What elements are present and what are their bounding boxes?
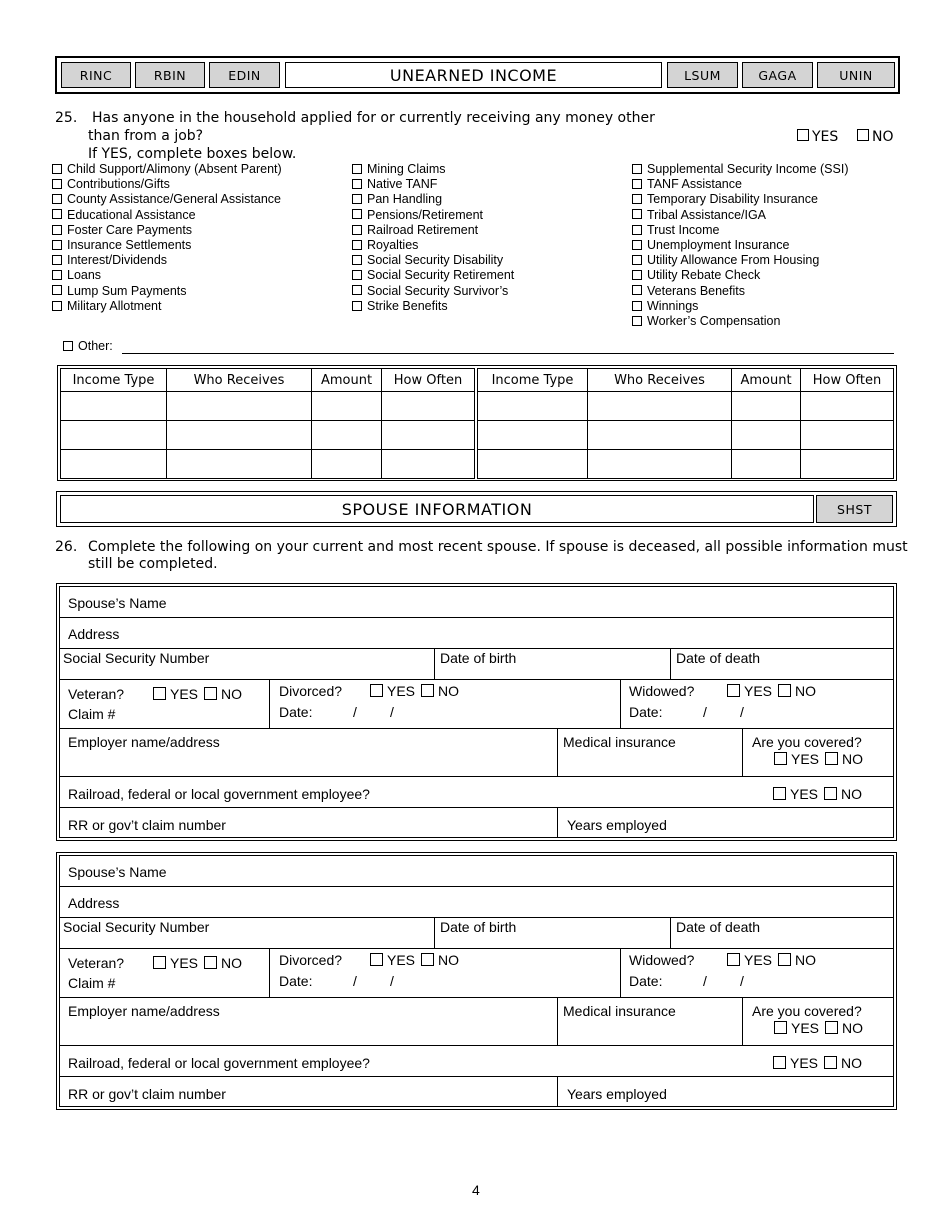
income-type-header: Income Type (61, 369, 167, 392)
amount-header: Amount (312, 369, 382, 392)
q25-line1: Has anyone in the household applied for or currently receiving any money other (92, 110, 655, 126)
income-option-label: Trust Income (647, 222, 720, 237)
divorced-date-label[interactable]: Date: (279, 704, 313, 720)
date-slash: / (390, 973, 394, 989)
covered-label: Are you covered? (752, 1003, 862, 1019)
address-label[interactable]: Address (68, 626, 120, 642)
income-option-label: Supplemental Security Income (SSI) (647, 162, 849, 176)
widowed-no-label: NO (795, 683, 817, 699)
income-cell[interactable] (382, 392, 475, 421)
income-option-label: Interest/Dividends (67, 253, 168, 268)
q25-number: 25. (55, 110, 78, 126)
income-cell[interactable] (312, 450, 382, 479)
q25-no-checkbox[interactable] (857, 129, 869, 141)
income-option-label: Tribal Assistance/IGA (647, 207, 767, 222)
railroad-yes-checkbox[interactable] (773, 787, 786, 800)
q26-line2: still be completed. (88, 556, 218, 572)
income-option[interactable] (52, 208, 196, 223)
form-col-divider (557, 997, 558, 1045)
income-option[interactable] (352, 192, 442, 207)
covered-no-label: NO (842, 751, 864, 767)
q26-number: 26. (55, 539, 78, 555)
widowed-yes-label: YES (744, 683, 773, 699)
income-table-right (477, 368, 894, 479)
income-option-label: Educational Assistance (67, 207, 196, 222)
widowed-label: Widowed? (629, 683, 695, 699)
q25-no-option[interactable] (857, 129, 894, 146)
income-cell[interactable] (801, 392, 894, 421)
covered-yes-label: YES (791, 751, 820, 767)
other-income-checkbox[interactable] (63, 341, 73, 351)
income-option-checkbox[interactable] (632, 179, 642, 189)
railroad-yes-label: YES (790, 1055, 819, 1071)
employer-label[interactable]: Employer name/address (68, 734, 220, 750)
income-option-label: TANF Assistance (647, 177, 742, 192)
form-col-divider (742, 997, 743, 1045)
covered-yes-checkbox[interactable] (774, 1021, 787, 1034)
form-row-divider (59, 728, 894, 729)
income-option-checkbox[interactable] (352, 240, 362, 250)
form-col-divider (620, 948, 621, 997)
income-option-label: Temporary Disability Insurance (647, 192, 818, 207)
amount-header: Amount (732, 369, 801, 392)
railroad-yes-no (773, 1055, 862, 1071)
how-often-header: How Often (382, 369, 475, 392)
form-col-divider (557, 1076, 558, 1107)
veteran-no-label: NO (221, 955, 243, 971)
other-income-label: Other: (78, 339, 113, 353)
income-option-checkbox[interactable] (632, 301, 642, 311)
income-option[interactable] (52, 268, 101, 283)
income-cell[interactable] (732, 392, 801, 421)
income-option-label: Winnings (647, 298, 699, 313)
veteran-no-label: NO (221, 686, 243, 702)
railroad-yes-label: YES (790, 786, 819, 802)
veteran-yes-no (153, 955, 242, 971)
divorced-yes-checkbox[interactable] (370, 684, 383, 697)
income-option-checkbox[interactable] (352, 255, 362, 265)
dod-label[interactable]: Date of death (676, 919, 761, 935)
veteran-yes-checkbox[interactable] (153, 687, 166, 700)
income-option[interactable] (52, 284, 187, 299)
covered-yes-no (774, 751, 863, 767)
railroad-yes-no (773, 786, 862, 802)
dod-label[interactable]: Date of death (676, 650, 761, 666)
divorced-yes-no (370, 683, 459, 699)
income-option-label: Insurance Settlements (67, 238, 192, 252)
divorced-label: Divorced? (279, 952, 343, 968)
income-option-checkbox[interactable] (352, 164, 362, 174)
income-option[interactable] (632, 223, 719, 238)
income-option-checkbox[interactable] (352, 194, 362, 204)
widowed-date-label[interactable]: Date: (629, 973, 663, 989)
divorced-no-checkbox[interactable] (421, 684, 434, 697)
ssn-label[interactable]: Social Security Number (63, 650, 210, 666)
divorced-no-checkbox[interactable] (421, 953, 434, 966)
widowed-no-checkbox[interactable] (778, 953, 791, 966)
who-receives-header: Who Receives (167, 369, 312, 392)
income-option-label: Utility Allowance From Housing (647, 253, 820, 268)
income-option[interactable] (352, 177, 437, 192)
medical-insurance-label[interactable]: Medical insurance (563, 734, 676, 750)
income-cell[interactable] (588, 392, 732, 421)
dob-label[interactable]: Date of birth (440, 919, 517, 935)
divorced-yes-label: YES (387, 952, 416, 968)
covered-no-checkbox[interactable] (825, 1021, 838, 1034)
income-option-label: Foster Care Payments (67, 222, 193, 237)
form-col-divider (557, 728, 558, 776)
income-option-checkbox[interactable] (352, 179, 362, 189)
tab-shst[interactable]: SHST (816, 495, 893, 523)
railroad-label: Railroad, federal or local government employee? (68, 1055, 370, 1071)
q26-line1: Complete the following on your current and most recent spouse. If spouse is deceased, all possible information must (88, 539, 908, 555)
covered-yes-label: YES (791, 1020, 820, 1036)
widowed-label: Widowed? (629, 952, 695, 968)
covered-label: Are you covered? (752, 734, 862, 750)
form-row-divider (59, 948, 894, 949)
veteran-label: Veteran? (68, 686, 125, 702)
income-cell[interactable] (732, 421, 801, 450)
other-income-line[interactable] (122, 353, 894, 354)
income-table-left (60, 368, 475, 479)
veteran-yes-label: YES (170, 686, 199, 702)
railroad-no-checkbox[interactable] (824, 1056, 837, 1069)
form-row-divider (59, 1045, 894, 1046)
income-option-checkbox[interactable] (52, 179, 62, 189)
veteran-no-checkbox[interactable] (204, 687, 217, 700)
form-col-divider (620, 679, 621, 728)
tab-gaga[interactable]: GAGA (742, 62, 813, 88)
form-row-divider (59, 648, 894, 649)
form-col-divider (269, 679, 270, 728)
income-option-checkbox[interactable] (632, 194, 642, 204)
date-slash: / (740, 973, 744, 989)
income-option-label: Strike Benefits (367, 298, 448, 313)
rr-claim-label[interactable]: RR or gov’t claim number (68, 817, 226, 833)
claim-label[interactable]: Claim # (68, 975, 116, 991)
income-option-checkbox[interactable] (632, 240, 642, 250)
income-cell[interactable] (732, 450, 801, 479)
income-option-label: Pensions/Retirement (367, 207, 484, 222)
how-often-header: How Often (801, 369, 894, 392)
income-option[interactable] (52, 253, 167, 268)
income-option[interactable] (632, 314, 780, 329)
income-type-header: Income Type (478, 369, 588, 392)
spouse-information-header (56, 491, 897, 527)
tab-unin[interactable]: UNIN (817, 62, 895, 88)
veteran-yes-no (153, 686, 242, 702)
income-option[interactable] (352, 238, 418, 253)
income-option-label: Veterans Benefits (647, 283, 745, 298)
income-option-checkbox[interactable] (632, 209, 642, 219)
income-option[interactable] (632, 299, 698, 314)
income-option-checkbox[interactable] (632, 164, 642, 174)
widowed-yes-no (727, 952, 816, 968)
income-option-label: Railroad Retirement (367, 222, 479, 237)
section-title-spouse-information: SPOUSE INFORMATION (60, 495, 814, 523)
covered-yes-no (774, 1020, 863, 1036)
income-option[interactable] (632, 192, 818, 207)
income-option-label: Contributions/Gifts (67, 177, 170, 192)
income-cell[interactable] (167, 450, 312, 479)
income-cell[interactable] (478, 421, 588, 450)
form-row-divider (59, 997, 894, 998)
date-slash: / (703, 704, 707, 720)
divorced-date-label[interactable]: Date: (279, 973, 313, 989)
income-option[interactable] (632, 162, 848, 177)
income-option[interactable] (352, 208, 483, 223)
railroad-no-checkbox[interactable] (824, 787, 837, 800)
date-slash: / (740, 704, 744, 720)
income-option-checkbox[interactable] (352, 301, 362, 311)
widowed-date-label[interactable]: Date: (629, 704, 663, 720)
rr-claim-label[interactable]: RR or gov’t claim number (68, 1086, 226, 1102)
income-option-checkbox[interactable] (52, 209, 62, 219)
income-option[interactable] (352, 284, 508, 299)
form-col-divider (742, 728, 743, 776)
covered-no-checkbox[interactable] (825, 752, 838, 765)
income-option[interactable] (52, 299, 161, 314)
claim-label[interactable]: Claim # (68, 706, 116, 722)
q25-yes-label: YES (812, 129, 839, 145)
income-cell[interactable] (588, 421, 732, 450)
veteran-label: Veteran? (68, 955, 125, 971)
income-cell[interactable] (167, 392, 312, 421)
form-row-divider (59, 917, 894, 918)
income-option-label: Social Security Retirement (367, 268, 515, 283)
income-option-checkbox[interactable] (632, 285, 642, 295)
tab-lsum[interactable]: LSUM (667, 62, 738, 88)
income-cell[interactable] (382, 450, 475, 479)
income-option-checkbox[interactable] (52, 240, 62, 250)
income-option-checkbox[interactable] (52, 270, 62, 280)
page-number: 4 (472, 1182, 480, 1198)
income-option-checkbox[interactable] (632, 255, 642, 265)
income-option-label: Worker’s Compensation (647, 314, 781, 328)
tab-rbin[interactable]: RBIN (135, 62, 205, 88)
income-cell[interactable] (588, 450, 732, 479)
widowed-yes-no (727, 683, 816, 699)
income-option-label: Child Support/Alimony (Absent Parent) (67, 162, 282, 176)
other-income-option[interactable] (63, 339, 113, 354)
income-cell[interactable] (312, 421, 382, 450)
income-option-checkbox[interactable] (632, 225, 642, 235)
spouse-name-label[interactable]: Spouse’s Name (68, 595, 167, 611)
income-option-checkbox[interactable] (52, 164, 62, 174)
date-slash: / (353, 704, 357, 720)
railroad-no-label: NO (841, 1055, 863, 1071)
divorced-no-label: NO (438, 952, 460, 968)
income-option[interactable] (352, 299, 448, 314)
section-title-unearned-income: UNEARNED INCOME (285, 62, 662, 88)
income-option-checkbox[interactable] (352, 285, 362, 295)
spouse-name-label[interactable]: Spouse’s Name (68, 864, 167, 880)
income-option[interactable] (352, 268, 514, 283)
address-label[interactable]: Address (68, 895, 120, 911)
widowed-yes-checkbox[interactable] (727, 953, 740, 966)
income-option-label: Mining Claims (367, 162, 446, 176)
railroad-no-label: NO (841, 786, 863, 802)
income-option-label: Royalties (367, 238, 419, 252)
income-option[interactable] (632, 177, 742, 192)
income-cell[interactable] (312, 392, 382, 421)
income-option[interactable] (352, 223, 478, 238)
income-option-checkbox[interactable] (52, 255, 62, 265)
divorced-yes-label: YES (387, 683, 416, 699)
income-option-label: Social Security Survivor’s (367, 283, 509, 298)
income-option-checkbox[interactable] (632, 316, 642, 326)
employer-label[interactable]: Employer name/address (68, 1003, 220, 1019)
form-col-divider (269, 948, 270, 997)
who-receives-header: Who Receives (588, 369, 732, 392)
income-cell[interactable] (382, 421, 475, 450)
tab-rinc[interactable]: RINC (61, 62, 131, 88)
income-option-label: County Assistance/General Assistance (67, 192, 282, 207)
income-option[interactable] (52, 238, 191, 253)
q25-yes-option[interactable] (797, 129, 838, 146)
date-slash: / (390, 704, 394, 720)
income-cell[interactable] (61, 392, 167, 421)
income-option-label: Utility Rebate Check (647, 268, 761, 283)
income-option-checkbox[interactable] (352, 270, 362, 280)
income-option-checkbox[interactable] (52, 225, 62, 235)
widowed-yes-label: YES (744, 952, 773, 968)
income-option-label: Unemployment Insurance (647, 238, 790, 252)
q25-line3: If YES, complete boxes below. (88, 146, 297, 162)
q25-no-label: NO (872, 129, 894, 145)
tab-edin[interactable]: EDIN (209, 62, 280, 88)
widowed-no-checkbox[interactable] (778, 684, 791, 697)
income-option-checkbox[interactable] (632, 270, 642, 280)
income-option[interactable] (632, 253, 819, 268)
unearned-income-header (55, 56, 900, 94)
income-cell[interactable] (61, 450, 167, 479)
income-cell[interactable] (167, 421, 312, 450)
years-employed-label[interactable]: Years employed (567, 1086, 667, 1102)
form-col-divider (434, 648, 435, 679)
divorced-yes-checkbox[interactable] (370, 953, 383, 966)
ssn-label[interactable]: Social Security Number (63, 919, 210, 935)
income-option[interactable] (52, 192, 281, 207)
income-option-checkbox[interactable] (352, 225, 362, 235)
income-option[interactable] (52, 177, 170, 192)
form-col-divider (670, 648, 671, 679)
veteran-no-checkbox[interactable] (204, 956, 217, 969)
income-option-checkbox[interactable] (352, 209, 362, 219)
form-col-divider (434, 917, 435, 948)
form-row-divider (59, 807, 894, 808)
income-option[interactable] (52, 162, 282, 177)
income-cell[interactable] (801, 450, 894, 479)
income-option-checkbox[interactable] (52, 285, 62, 295)
dob-label[interactable]: Date of birth (440, 650, 517, 666)
income-option[interactable] (52, 223, 192, 238)
income-option-label: Social Security Disability (367, 253, 504, 268)
income-cell[interactable] (801, 421, 894, 450)
railroad-label: Railroad, federal or local government employee? (68, 786, 370, 802)
form-row-divider (59, 679, 894, 680)
income-option[interactable] (632, 268, 760, 283)
income-option[interactable] (632, 208, 766, 223)
income-cell[interactable] (61, 421, 167, 450)
income-option-label: Native TANF (367, 177, 438, 192)
form-col-divider (557, 807, 558, 838)
income-option[interactable] (632, 284, 745, 299)
divorced-yes-no (370, 952, 459, 968)
widowed-yes-checkbox[interactable] (727, 684, 740, 697)
covered-no-label: NO (842, 1020, 864, 1036)
widowed-no-label: NO (795, 952, 817, 968)
income-option-label: Pan Handling (367, 192, 443, 207)
railroad-yes-checkbox[interactable] (773, 1056, 786, 1069)
q25-yes-checkbox[interactable] (797, 129, 809, 141)
income-option-checkbox[interactable] (52, 301, 62, 311)
medical-insurance-label[interactable]: Medical insurance (563, 1003, 676, 1019)
income-option[interactable] (632, 238, 789, 253)
income-option-checkbox[interactable] (52, 194, 62, 204)
date-slash: / (703, 973, 707, 989)
income-option-label: Military Allotment (67, 298, 162, 313)
date-slash: / (353, 973, 357, 989)
divorced-no-label: NO (438, 683, 460, 699)
years-employed-label[interactable]: Years employed (567, 817, 667, 833)
divorced-label: Divorced? (279, 683, 343, 699)
income-option[interactable] (352, 253, 503, 268)
form-row-divider (59, 886, 894, 887)
income-option-label: Lump Sum Payments (67, 283, 187, 298)
income-cell[interactable] (478, 450, 588, 479)
income-option[interactable] (352, 162, 446, 177)
veteran-yes-checkbox[interactable] (153, 956, 166, 969)
form-row-divider (59, 617, 894, 618)
q25-line2: than from a job? (88, 128, 204, 144)
form-col-divider (670, 917, 671, 948)
covered-yes-checkbox[interactable] (774, 752, 787, 765)
form-row-divider (59, 776, 894, 777)
income-cell[interactable] (478, 392, 588, 421)
income-option-label: Loans (67, 268, 102, 283)
veteran-yes-label: YES (170, 955, 199, 971)
form-row-divider (59, 1076, 894, 1077)
